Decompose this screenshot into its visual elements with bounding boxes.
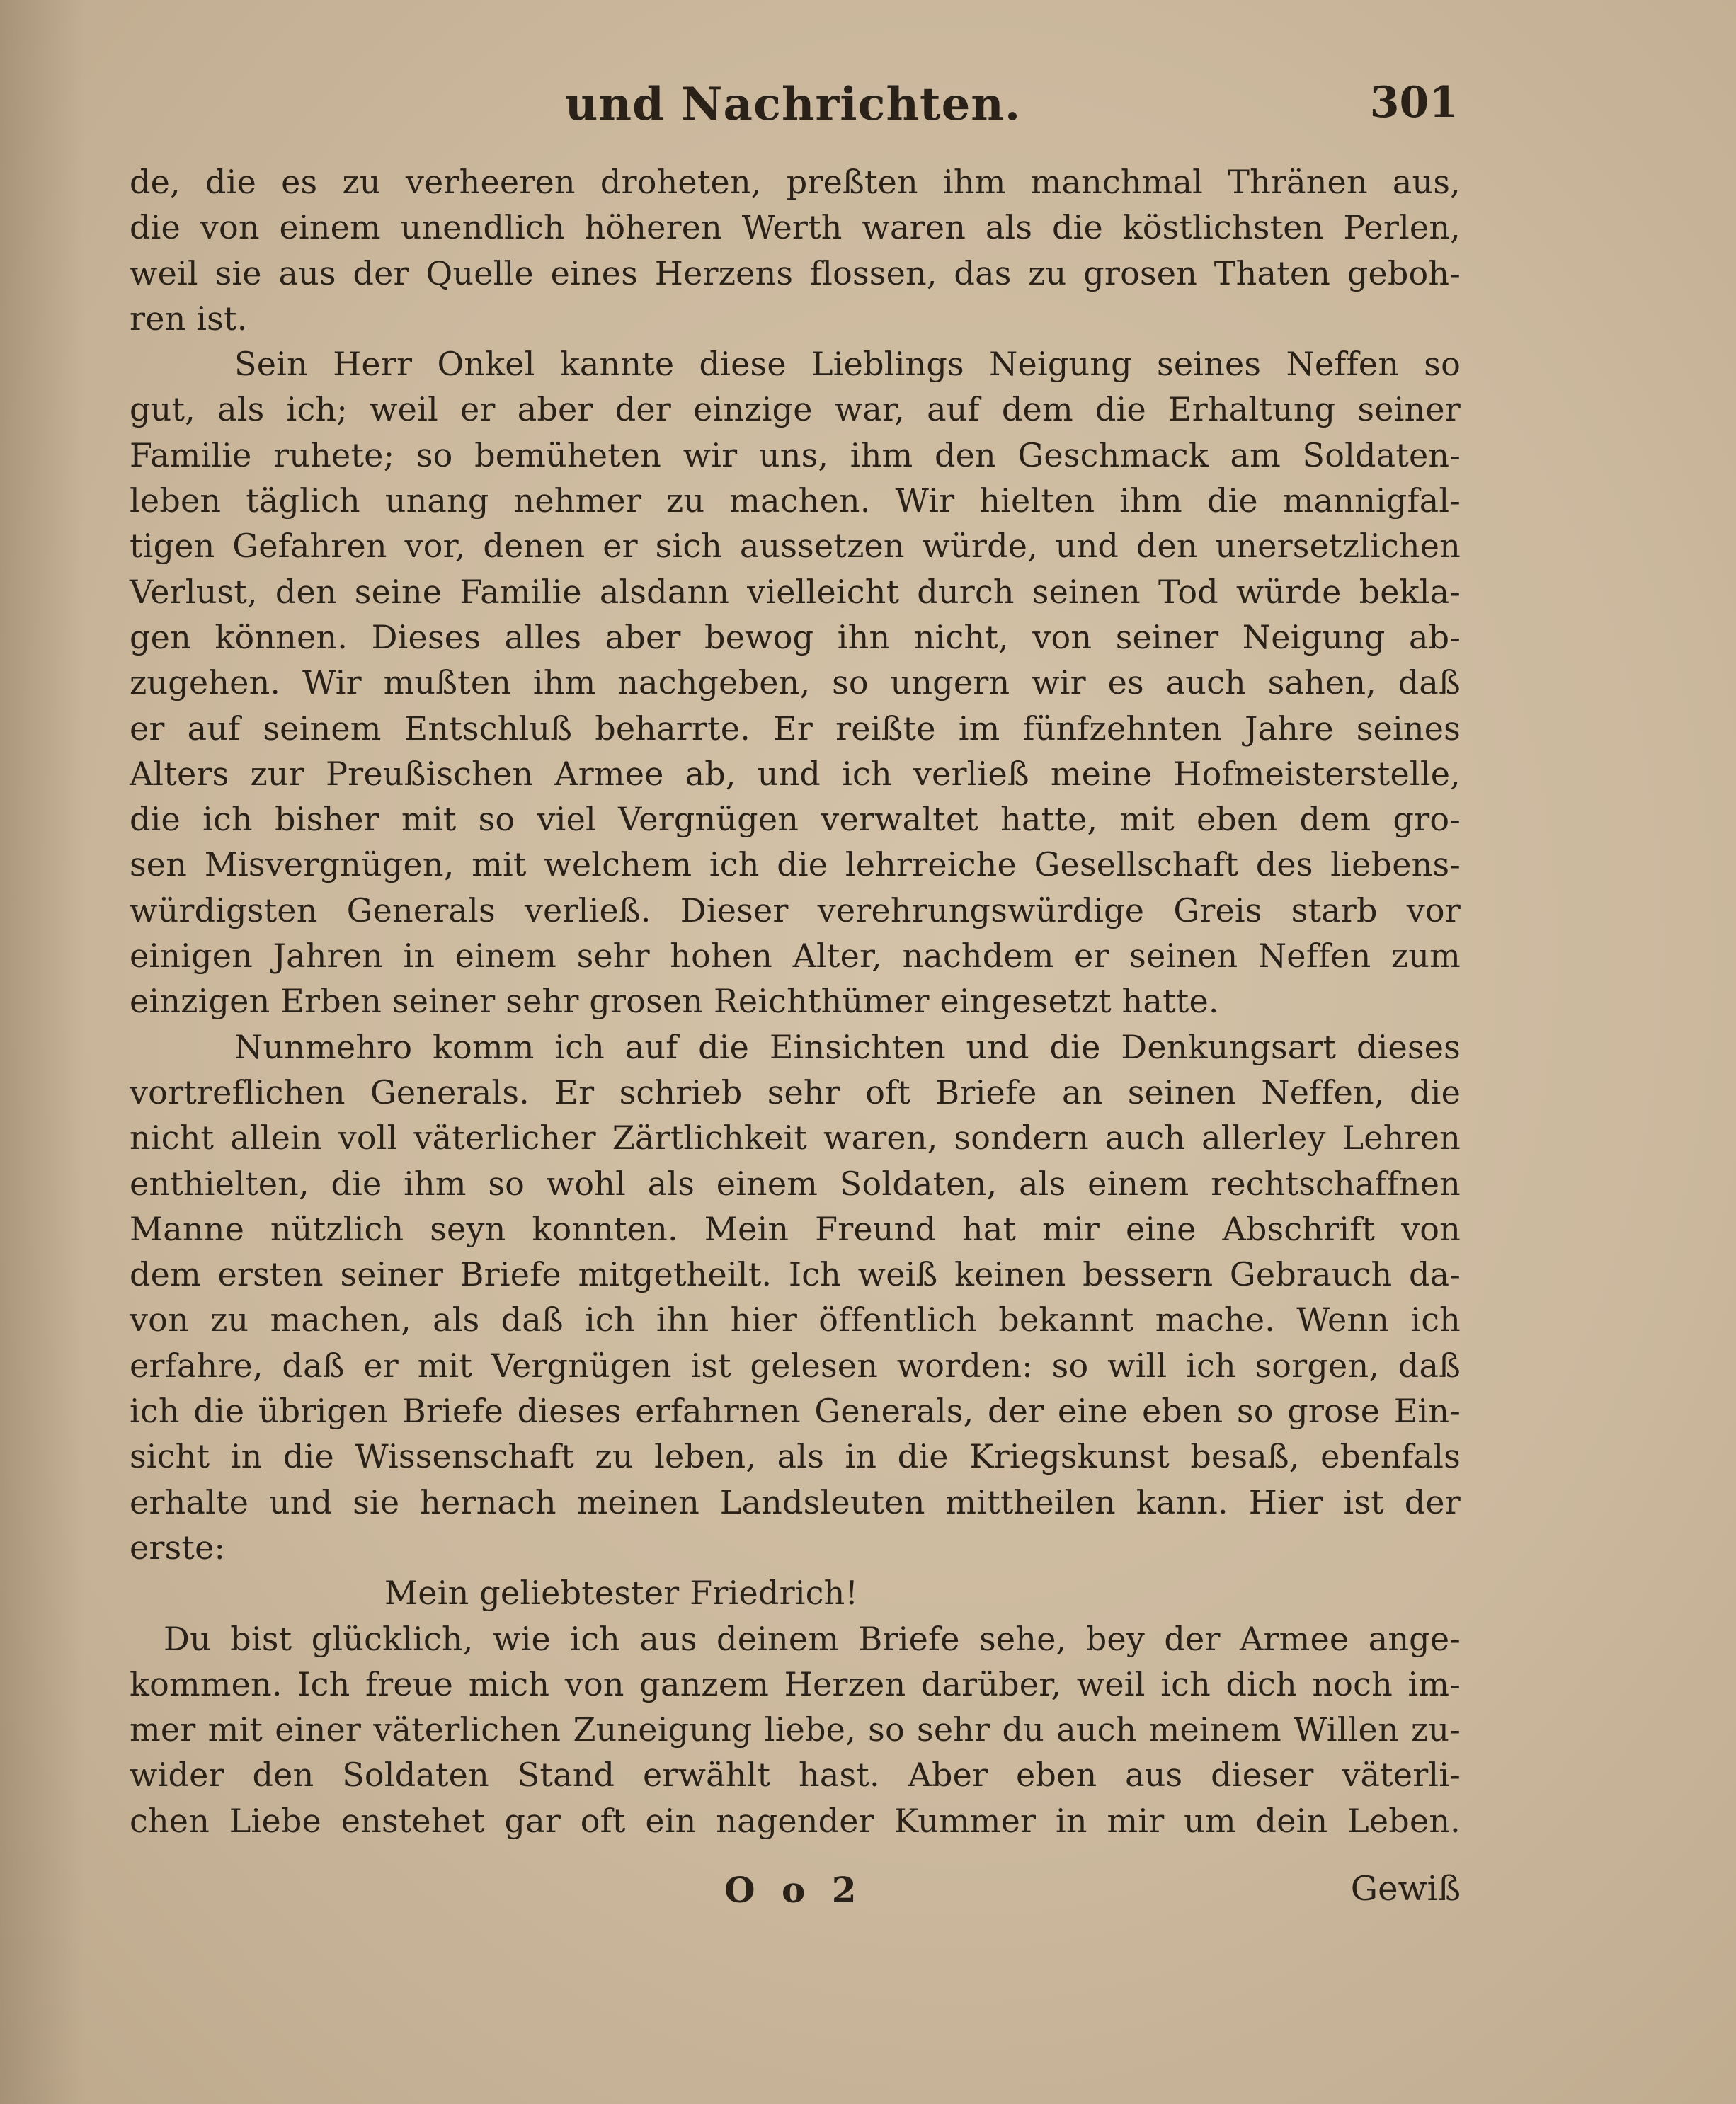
body-text — [130, 159, 1461, 1843]
text-line: nicht allein voll väterlicher Zärtlichkeit waren, sondern auch allerley Lehren — [130, 1119, 1461, 1157]
text-line: mer mit einer väterlichen Zuneigung liebe, so sehr du auch meinem Willen zu- — [130, 1710, 1461, 1749]
text-line: Verlust, den seine Familie alsdann vielleicht durch seinen Tod würde bekla- — [130, 572, 1461, 611]
text-line: Alters zur Preußischen Armee ab, und ich verließ meine Hofmeisterstelle, — [130, 754, 1461, 793]
signature-mark: O o 2 — [724, 1869, 864, 1911]
text-line: Familie ruhete; so bemüheten wir uns, ihm den Geschmack am Soldaten- — [130, 435, 1461, 474]
text-line: sen Misvergnügen, mit welchem ich die lehrreiche Gesellschaft des liebens- — [130, 845, 1461, 884]
text-line: ich die übrigen Briefe dieses erfahrnen Generals, der eine eben so grose Ein- — [130, 1392, 1461, 1431]
page-number: 301 — [1369, 78, 1458, 127]
text-line: würdigsten Generals verließ. Dieser verehrungswürdige Greis starb vor — [130, 891, 1461, 930]
page-footer — [130, 1869, 1461, 1919]
text-line: einigen Jahren in einem sehr hohen Alter, nachdem er seinen Neffen zum — [130, 937, 1461, 976]
text-line: einzigen Erben seiner sehr grosen Reichthümer eingesetzt hatte. — [130, 982, 1219, 1021]
text-line: ren ist. — [130, 299, 248, 338]
text-line: die ich bisher mit so viel Vergnügen verwaltet hatte, mit eben dem gro- — [130, 800, 1461, 839]
text-line: erhalte und sie hernach meinen Landsleuten mittheilen kann. Hier ist der — [130, 1482, 1461, 1521]
text-line: die von einem unendlich höheren Werth waren als die köstlichsten Perlen, — [130, 208, 1461, 247]
text-line: gut, als ich; weil er aber der einzige war, auf dem die Erhaltung seiner — [130, 390, 1461, 429]
page-header — [127, 71, 1458, 142]
text-line: sicht in die Wissenschaft zu leben, als in die Kriegskunst besaß, ebenfals — [130, 1437, 1461, 1476]
text-line: wider den Soldaten Stand erwählt hast. Aber eben aus dieser väterli- — [130, 1756, 1461, 1795]
text-line: von zu machen, als daß ich ihn hier öffentlich bekannt mache. Wenn ich — [130, 1300, 1461, 1339]
text-line: Du bist glücklich, wie ich aus deinem Briefe sehe, bey der Armee ange- — [164, 1619, 1461, 1658]
text-line: Manne nützlich seyn konnten. Mein Freund hat mir eine Abschrift von — [130, 1209, 1461, 1248]
text-line: zugehen. Wir mußten ihm nachgeben, so ungern wir es auch sahen, daß — [130, 663, 1461, 702]
text-line: Mein geliebtester Friedrich! — [384, 1574, 859, 1613]
text-line: enthielten, die ihm so wohl als einem Soldaten, als einem rechtschaffnen — [130, 1164, 1461, 1203]
text-line: dem ersten seiner Briefe mitgetheilt. Ich weiß keinen bessern Gebrauch da- — [130, 1255, 1461, 1294]
text-line: tigen Gefahren vor, denen er sich aussetzen würde, und den unersetzlichen — [130, 527, 1461, 566]
text-line: chen Liebe enstehet gar oft ein nagender Kummer in mir um dein Leben. — [130, 1801, 1461, 1840]
text-line: gen können. Dieses alles aber bewog ihn nicht, von seiner Neigung ab- — [130, 617, 1461, 656]
text-line: erfahre, daß er mit Vergnügen ist gelesen worden: so will ich sorgen, daß — [130, 1346, 1461, 1385]
text-line: er auf seinem Entschluß beharrte. Er reißte im fünfzehnten Jahre seines — [130, 709, 1461, 748]
running-title: und Nachrichten. — [564, 78, 1022, 131]
text-line: Sein Herr Onkel kannte diese Lieblings Neigung seines Neffen so — [234, 345, 1461, 384]
catchword: Gewiß — [1350, 1869, 1461, 1909]
text-line: weil sie aus der Quelle eines Herzens flossen, das zu grosen Thaten geboh- — [130, 253, 1461, 292]
text-line: erste: — [130, 1528, 226, 1567]
text-line: Nunmehro komm ich auf die Einsichten und die Denkungsart dieses — [234, 1027, 1461, 1066]
text-line: leben täglich unang nehmer zu machen. Wir hielten ihm die mannigfal- — [130, 481, 1461, 520]
text-line: de, die es zu verheeren droheten, preßten ihm manchmal Thränen aus, — [130, 163, 1461, 201]
text-line: kommen. Ich freue mich von ganzem Herzen darüber, weil ich dich noch im- — [130, 1664, 1461, 1703]
text-line: vortreflichen Generals. Er schrieb sehr oft Briefe an seinen Neffen, die — [130, 1073, 1461, 1111]
gutter-shadow — [0, 0, 85, 2104]
